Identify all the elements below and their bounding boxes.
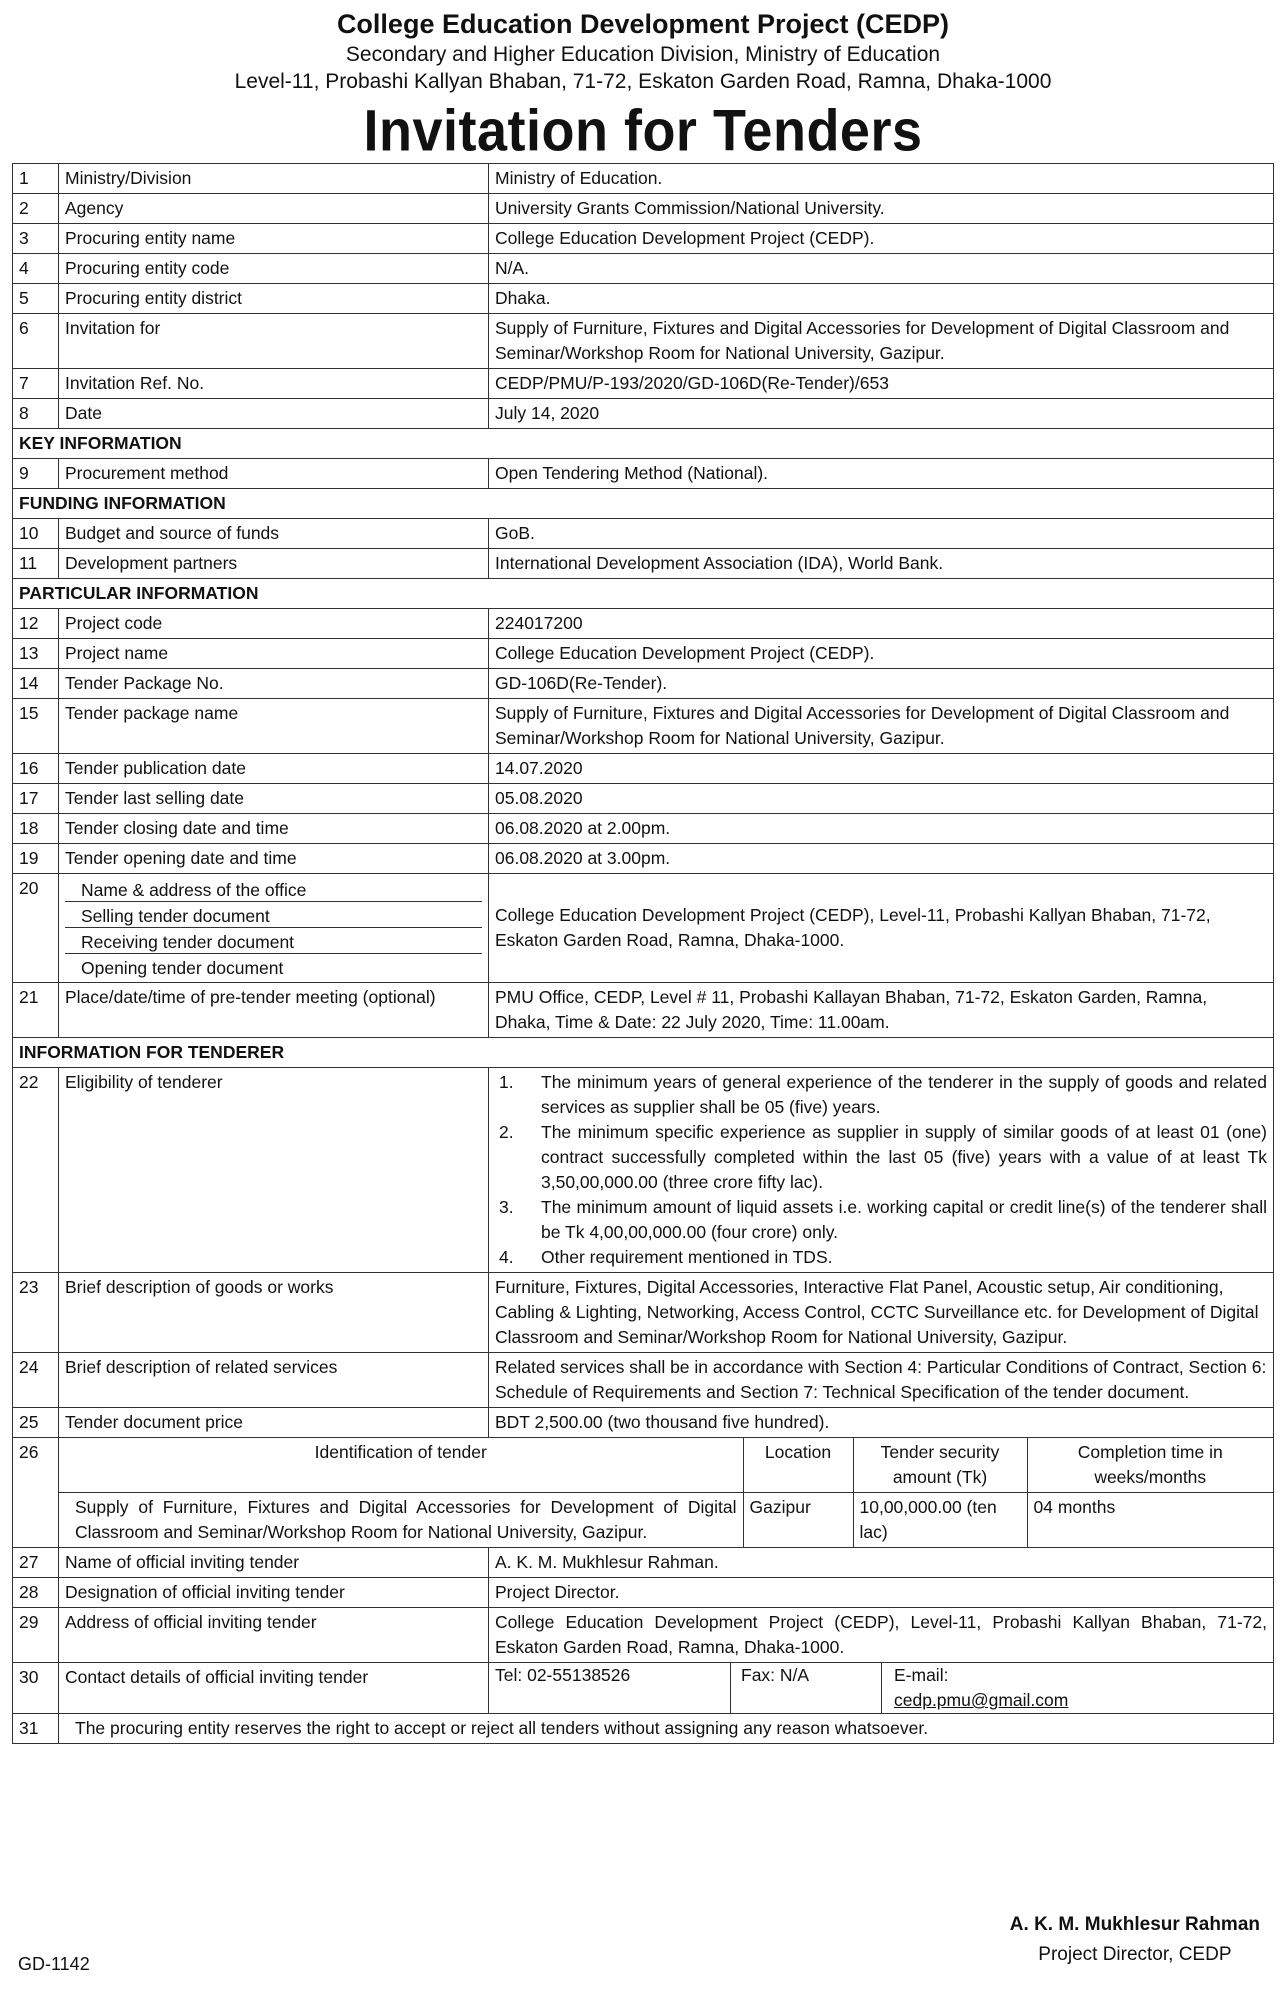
row-label: Tender package name bbox=[59, 699, 489, 754]
contact-email bbox=[882, 1663, 1068, 1713]
row-label: Invitation for bbox=[59, 314, 489, 369]
organization-name: College Education Development Project (CEDP) bbox=[336, 9, 950, 39]
inner-header-row bbox=[59, 1438, 1273, 1493]
row-label: Procuring entity code bbox=[59, 254, 489, 284]
row-number: 6 bbox=[13, 314, 59, 369]
list-item-number: 4. bbox=[499, 1247, 514, 1267]
row-value: CEDP/PMU/P-193/2020/GD-106D(Re-Tender)/653 bbox=[489, 369, 1274, 399]
row-number: 11 bbox=[13, 549, 59, 579]
section-header-row bbox=[13, 1038, 1274, 1068]
row-label: Name of official inviting tender bbox=[59, 1548, 489, 1578]
row-number: 21 bbox=[13, 983, 59, 1038]
row-number: 28 bbox=[13, 1578, 59, 1608]
table-row bbox=[13, 1548, 1274, 1578]
row-label: Invitation Ref. No. bbox=[59, 369, 489, 399]
table-row bbox=[13, 459, 1274, 489]
row-number: 2 bbox=[13, 194, 59, 224]
row-value: Open Tendering Method (National). bbox=[489, 459, 1274, 489]
row-sublabel: Receiving tender document bbox=[65, 928, 482, 954]
row-number: 29 bbox=[13, 1608, 59, 1663]
tender-location: Gazipur bbox=[743, 1493, 853, 1548]
row-value: Supply of Furniture, Fixtures and Digital Accessories for Development of Digital Classroom and Seminar/Workshop Room for National University, Gazipur. bbox=[489, 699, 1274, 754]
table-row bbox=[13, 1714, 1274, 1744]
table-row bbox=[13, 1578, 1274, 1608]
section-title: FUNDING INFORMATION bbox=[13, 489, 1274, 519]
row-label: Tender document price bbox=[59, 1408, 489, 1438]
row-label: Budget and source of funds bbox=[59, 519, 489, 549]
row-number: 15 bbox=[13, 699, 59, 754]
row-label: Tender closing date and time bbox=[59, 814, 489, 844]
list-item bbox=[495, 1245, 1267, 1270]
notice-footer bbox=[0, 1898, 1286, 1998]
email-link[interactable]: cedp.pmu@gmail.com bbox=[894, 1690, 1069, 1710]
row-value: Supply of Furniture, Fixtures and Digital Accessories for Development of Digital Classroom and Seminar/Workshop Room for National University, Gazipur. bbox=[489, 314, 1274, 369]
row-number: 24 bbox=[13, 1353, 59, 1408]
row-number: 8 bbox=[13, 399, 59, 429]
row-value: University Grants Commission/National University. bbox=[489, 194, 1274, 224]
table-row bbox=[13, 1068, 1274, 1273]
row-value: College Education Development Project (CEDP). bbox=[489, 224, 1274, 254]
list-item-number: 1. bbox=[499, 1072, 514, 1092]
list-item-text: The minimum amount of liquid assets i.e. working capital or credit line(s) of the tenderer shall be Tk 4,00,00,000.00 (four crore) only. bbox=[541, 1197, 1267, 1242]
row-number: 4 bbox=[13, 254, 59, 284]
table-row bbox=[13, 194, 1274, 224]
list-item-text: The minimum specific experience as supplier in supply of similar goods of at least 01 (one) contract successfully completed within the last 05 (five) years with a value of at least Tk 3,50,00,000.00 (three crore fifty lac). bbox=[541, 1122, 1267, 1192]
row-value: 05.08.2020 bbox=[489, 784, 1274, 814]
table-row bbox=[13, 844, 1274, 874]
row-number: 1 bbox=[13, 164, 59, 194]
row-label: Brief description of goods or works bbox=[59, 1273, 489, 1353]
row-number: 23 bbox=[13, 1273, 59, 1353]
email-label: E-mail: bbox=[894, 1665, 949, 1685]
table-row bbox=[13, 1273, 1274, 1353]
row-value: BDT 2,500.00 (two thousand five hundred). bbox=[489, 1408, 1274, 1438]
row-number: 5 bbox=[13, 284, 59, 314]
page-title: Invitation for Tenders bbox=[363, 98, 923, 164]
inner-data-row bbox=[59, 1493, 1273, 1548]
list-item bbox=[495, 1070, 1267, 1120]
row-value: College Education Development Project (CEDP), Level-11, Probashi Kallyan Bhaban, 71-72, Eskaton Garden Road, Ramna, Dhaka-1000. bbox=[489, 1608, 1274, 1663]
row-number: 16 bbox=[13, 754, 59, 784]
column-header: Identification of tender bbox=[59, 1438, 743, 1493]
row-value: Project Director. bbox=[489, 1578, 1274, 1608]
signer-name: A. K. M. Mukhlesur Rahman bbox=[1009, 1914, 1260, 1935]
table-row bbox=[13, 254, 1274, 284]
row-value: 14.07.2020 bbox=[489, 754, 1274, 784]
row-value: College Education Development Project (CEDP), Level-11, Probashi Kallyan Bhaban, 71-72, Eskaton Garden Road, Ramna, Dhaka-1000. bbox=[489, 874, 1274, 983]
row-number: 20 bbox=[13, 874, 59, 983]
table-row bbox=[13, 1438, 1274, 1548]
row-sublabel: Selling tender document bbox=[65, 902, 482, 928]
table-row bbox=[13, 874, 1274, 983]
tender-identification-cell bbox=[59, 1438, 1274, 1548]
row-value: College Education Development Project (CEDP). bbox=[489, 639, 1274, 669]
row-value: PMU Office, CEDP, Level # 11, Probashi Kallayan Bhaban, 71-72, Eskaton Garden, Ramna, Dhaka, Time & Date: 22 July 2020, Time: 11.00am. bbox=[489, 983, 1274, 1038]
row-number: 12 bbox=[13, 609, 59, 639]
row-value: 224017200 bbox=[489, 609, 1274, 639]
row-value: Ministry of Education. bbox=[489, 164, 1274, 194]
row-number: 31 bbox=[13, 1714, 59, 1744]
list-item bbox=[495, 1195, 1267, 1245]
reservation-notice: The procuring entity reserves the right to accept or reject all tenders without assigning any reason whatsoever. bbox=[59, 1714, 1274, 1744]
row-label-group bbox=[59, 874, 489, 983]
row-value: A. K. M. Mukhlesur Rahman. bbox=[489, 1548, 1274, 1578]
row-label: Procuring entity district bbox=[59, 284, 489, 314]
row-number: 3 bbox=[13, 224, 59, 254]
row-label: Project code bbox=[59, 609, 489, 639]
section-header-row bbox=[13, 489, 1274, 519]
table-row bbox=[13, 639, 1274, 669]
row-number: 13 bbox=[13, 639, 59, 669]
row-label: Procurement method bbox=[59, 459, 489, 489]
section-title: INFORMATION FOR TENDERER bbox=[13, 1038, 1274, 1068]
row-value: Furniture, Fixtures, Digital Accessories, Interactive Flat Panel, Acoustic setup, Air conditioning, Cabling & Lighting, Networking, Access Control, CCTC Surveillance etc. for Development of Digital Classroom and Seminar/Workshop Room for National University, Gazipur. bbox=[489, 1273, 1274, 1353]
contact-telephone: Tel: 02-55138526 bbox=[495, 1663, 731, 1713]
row-number: 27 bbox=[13, 1548, 59, 1578]
row-value: N/A. bbox=[489, 254, 1274, 284]
row-value: 06.08.2020 at 2.00pm. bbox=[489, 814, 1274, 844]
row-value: Related services shall be in accordance with Section 4: Particular Conditions of Contract, Section 6: Schedule of Requirements and Section 7: Technical Specification of the tender document. bbox=[489, 1353, 1274, 1408]
column-header: Completion time in weeks/months bbox=[1027, 1438, 1273, 1493]
table-row bbox=[13, 369, 1274, 399]
table-row bbox=[13, 1408, 1274, 1438]
row-label: Designation of official inviting tender bbox=[59, 1578, 489, 1608]
table-row bbox=[13, 669, 1274, 699]
row-number: 9 bbox=[13, 459, 59, 489]
tender-security-amount: 10,00,000.00 (ten lac) bbox=[853, 1493, 1027, 1548]
row-value: International Development Association (IDA), World Bank. bbox=[489, 549, 1274, 579]
tender-identification: Supply of Furniture, Fixtures and Digital Accessories for Development of Digital Classroom and Seminar/Workshop Room for National University, Gazipur. bbox=[59, 1493, 743, 1548]
table-row bbox=[13, 399, 1274, 429]
table-row bbox=[13, 1608, 1274, 1663]
table-row bbox=[13, 314, 1274, 369]
row-number: 19 bbox=[13, 844, 59, 874]
eligibility-list bbox=[495, 1070, 1267, 1270]
table-row bbox=[13, 1353, 1274, 1408]
row-label: Tender Package No. bbox=[59, 669, 489, 699]
row-sublabel: Opening tender document bbox=[81, 958, 284, 978]
table-row bbox=[13, 164, 1274, 194]
organization-address: Level-11, Probashi Kallyan Bhaban, 71-72, Eskaton Garden Road, Ramna, Dhaka-1000 bbox=[234, 70, 1052, 93]
signature-block bbox=[1010, 1910, 1260, 1970]
row-number: 14 bbox=[13, 669, 59, 699]
row-label: Project name bbox=[59, 639, 489, 669]
table-row bbox=[13, 549, 1274, 579]
list-item-text: The minimum years of general experience of the tenderer in the supply of goods and related services as supplier shall be 05 (five) years. bbox=[541, 1072, 1267, 1117]
row-label: Name & address of the office bbox=[65, 876, 482, 902]
contact-fax: Fax: N/A bbox=[731, 1663, 882, 1713]
notice-header bbox=[12, 8, 1274, 163]
table-row bbox=[13, 754, 1274, 784]
row-label: Address of official inviting tender bbox=[59, 1608, 489, 1663]
section-title: PARTICULAR INFORMATION bbox=[13, 579, 1274, 609]
row-value: GD-106D(Re-Tender). bbox=[489, 669, 1274, 699]
table-row bbox=[13, 784, 1274, 814]
table-row bbox=[13, 284, 1274, 314]
signer-title: Project Director, CEDP bbox=[1038, 1944, 1232, 1965]
notice-code: GD-1142 bbox=[18, 1954, 90, 1974]
column-header: Location bbox=[743, 1438, 853, 1493]
division-name: Secondary and Higher Education Division, Ministry of Education bbox=[345, 43, 941, 66]
list-item bbox=[495, 1120, 1267, 1195]
section-header-row bbox=[13, 429, 1274, 459]
row-number: 26 bbox=[13, 1438, 59, 1548]
row-label: Development partners bbox=[59, 549, 489, 579]
row-label: Date bbox=[59, 399, 489, 429]
section-header-row bbox=[13, 579, 1274, 609]
row-label: Tender publication date bbox=[59, 754, 489, 784]
tender-identification-table bbox=[59, 1438, 1273, 1547]
row-label: Tender opening date and time bbox=[59, 844, 489, 874]
section-title: KEY INFORMATION bbox=[13, 429, 1274, 459]
row-number: 30 bbox=[13, 1663, 59, 1714]
completion-time: 04 months bbox=[1027, 1493, 1273, 1548]
row-label: Brief description of related services bbox=[59, 1353, 489, 1408]
table-row bbox=[13, 814, 1274, 844]
table-row bbox=[13, 1663, 1274, 1714]
row-label: Eligibility of tenderer bbox=[59, 1068, 489, 1273]
row-value: Dhaka. bbox=[489, 284, 1274, 314]
row-value: July 14, 2020 bbox=[489, 399, 1274, 429]
row-label: Ministry/Division bbox=[59, 164, 489, 194]
row-label: Place/date/time of pre-tender meeting (optional) bbox=[59, 983, 489, 1038]
table-row bbox=[13, 519, 1274, 549]
row-value: 06.08.2020 at 3.00pm. bbox=[489, 844, 1274, 874]
row-label: Tender last selling date bbox=[59, 784, 489, 814]
list-item-text: Other requirement mentioned in TDS. bbox=[541, 1247, 833, 1267]
table-row bbox=[13, 699, 1274, 754]
list-item-number: 3. bbox=[499, 1197, 514, 1217]
row-number: 18 bbox=[13, 814, 59, 844]
contact-details bbox=[489, 1663, 1274, 1714]
table-row bbox=[13, 609, 1274, 639]
row-number: 7 bbox=[13, 369, 59, 399]
row-number: 17 bbox=[13, 784, 59, 814]
row-number: 10 bbox=[13, 519, 59, 549]
row-number: 22 bbox=[13, 1068, 59, 1273]
row-number: 25 bbox=[13, 1408, 59, 1438]
list-item-number: 2. bbox=[499, 1122, 514, 1142]
table-row bbox=[13, 983, 1274, 1038]
tender-table bbox=[12, 163, 1274, 1744]
row-label: Agency bbox=[59, 194, 489, 224]
table-row bbox=[13, 224, 1274, 254]
row-label: Procuring entity name bbox=[59, 224, 489, 254]
row-value bbox=[489, 1068, 1274, 1273]
row-value: GoB. bbox=[489, 519, 1274, 549]
column-header: Tender security amount (Tk) bbox=[853, 1438, 1027, 1493]
row-label: Contact details of official inviting tender bbox=[59, 1663, 489, 1714]
